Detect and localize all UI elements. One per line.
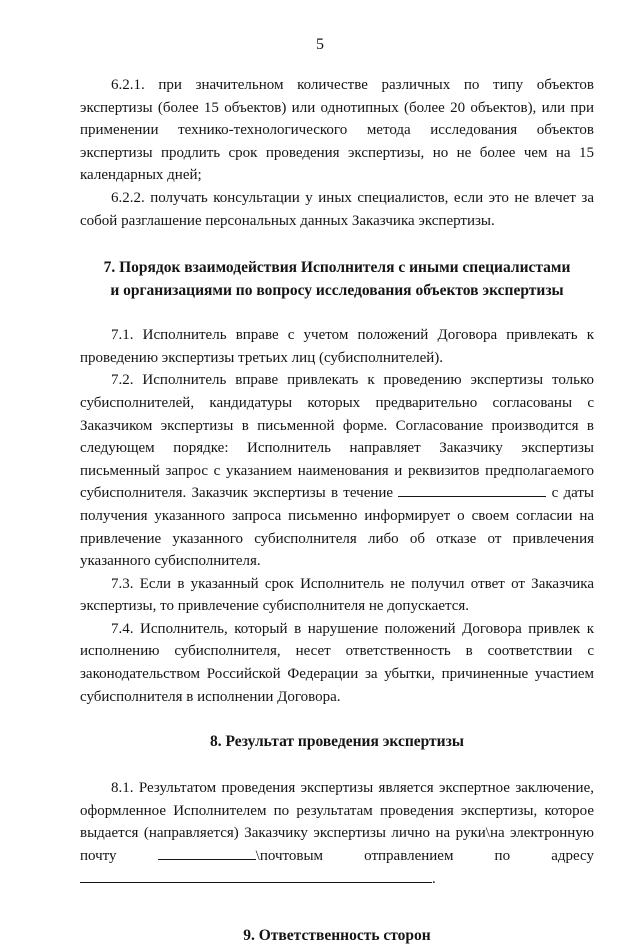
blank-address-line (80, 870, 432, 883)
section-8-heading: 8. Результат проведения экспертизы (210, 733, 464, 751)
paragraph-7-4: 7.4. Исполнитель, который в нарушение положений Договора привлек к исполнению субисполнителя, несет ответственность в соответствии с законодательством Российской Федерации за убытки, причиненные участием субисполнителя в исполнении Договора. (80, 620, 594, 705)
paragraph-8-1-address (80, 868, 594, 891)
section-7-heading (80, 256, 594, 302)
section-7-heading-line1: 7. Порядок взаимодействия Исполнителя с иными специалистами (103, 259, 571, 277)
page-number: 5 (316, 36, 324, 53)
blank-term-line (398, 484, 546, 497)
blank-email-line (158, 847, 256, 860)
paragraph-7-2-text-b: с даты получения указанного запроса письменно информирует о своем согласии на привлечение указанного субисполнителя либо об отказе от привлечения указанного субисполнителя. (80, 485, 595, 570)
section-7-heading-line2: и организациями по вопросу исследования объектов экспертизы (110, 282, 564, 300)
section-9-heading: 9. Ответственность сторон (243, 927, 431, 945)
paragraph-8-1-end: . (432, 870, 436, 887)
paragraph-8-1-text-a: 8.1. Результатом проведения экспертизы является экспертное заключение, оформленное Исполнителем по результатам проведения экспертизы, которое выдается (направляется) Заказчику экспертизы лично на руки\на электронную почту (80, 780, 594, 865)
paragraph-7-3: 7.3. Если в указанный срок Исполнитель не получил ответ от Заказчика экспертизы, то привлечение субисполнителя не допускается. (80, 575, 594, 615)
paragraph-6-2-1: 6.2.1. при значительном количестве различных по типу объектов экспертизы (более 15 объектов) или однотипных (более 20 объектов), или при применении технико-технологического метода исследования объектов экспертизы продлить срок проведения экспертизы, но не более чем на 15 календарных дней; (80, 77, 594, 184)
paragraph-8-1-text-b: \почтовым отправлением по адресу (255, 848, 594, 865)
paragraph-7-2-text-a: 7.2. Исполнитель вправе привлекать к проведению экспертизы только субисполнителей, кандидатуры которых предварительно согласованы с Заказчиком экспертизы в письменной форме. Согласование производится в следующем порядке: Исполнитель направляет Заказчику экспертизы письменный запрос с указанием наименования и реквизитов предполагаемого субисполнителя. Заказчик экспертизы в течение (80, 372, 594, 502)
paragraph-6-2-2: 6.2.2. получать консультации у иных специалистов, если это не влечет за собой разглашение персональных данных Заказчика экспертизы. (80, 189, 594, 229)
paragraph-8-1 (80, 777, 594, 867)
document-body (80, 74, 594, 947)
paragraph-7-2 (80, 369, 594, 572)
paragraph-7-1: 7.1. Исполнитель вправе с учетом положений Договора привлекать к проведению экспертизы третьих лиц (субисполнителей). (80, 327, 594, 366)
